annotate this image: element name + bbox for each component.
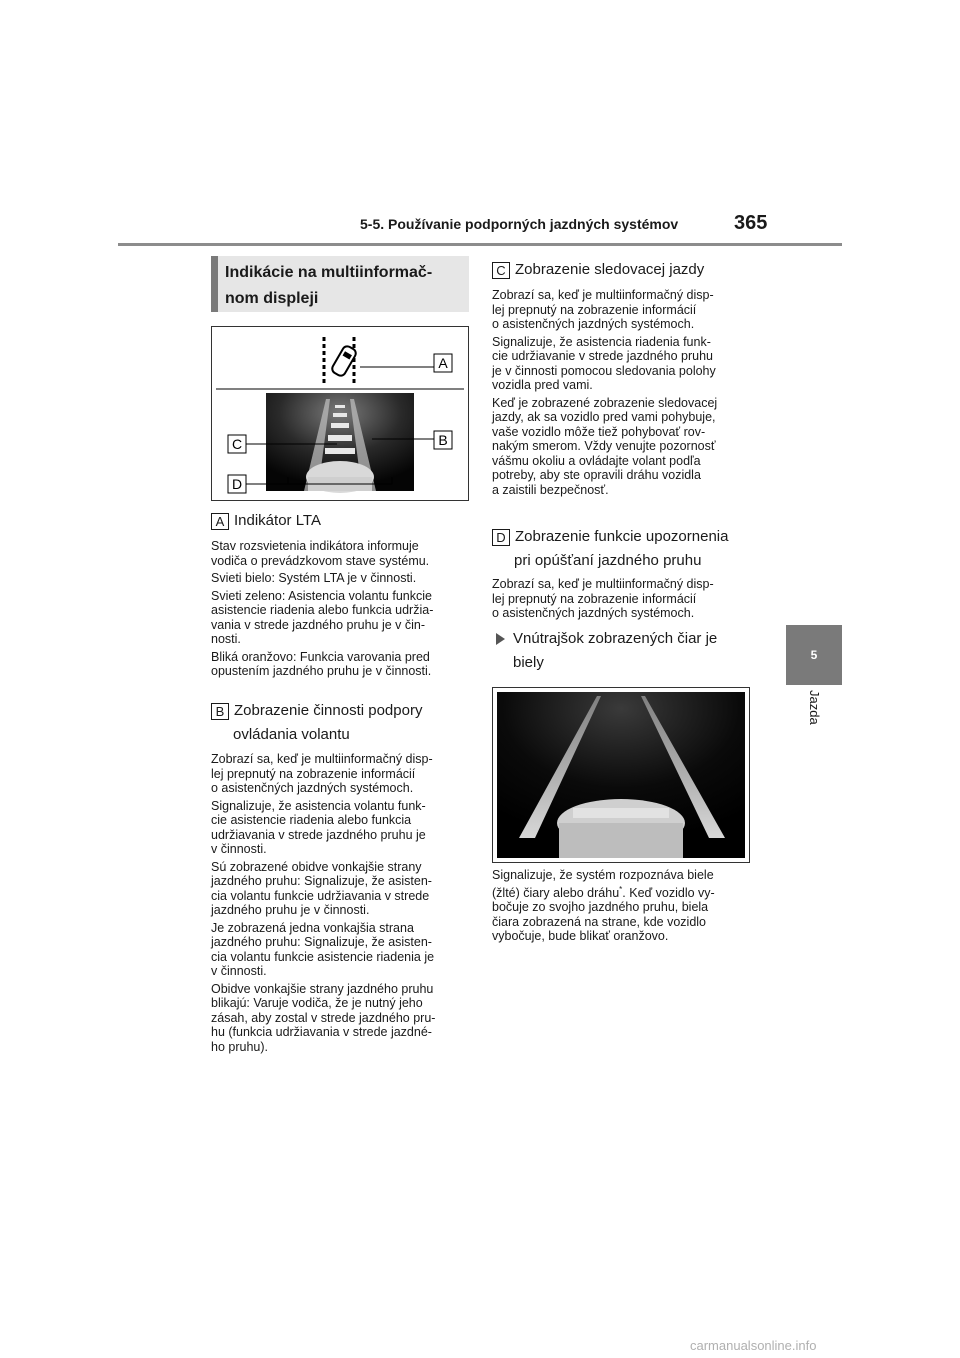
- text-line: potreby, aby ste opravili dráhu vozidla: [492, 468, 701, 482]
- item-badge: C: [492, 262, 510, 279]
- text-line: lej prepnutý na zobrazenie informácií: [492, 302, 697, 317]
- text-line: jazdy, ak sa vozidlo pred vami pohybuje,: [492, 410, 716, 424]
- item-a-body: [211, 539, 473, 679]
- text-line: udržiavania v strede jazdného pruhu je: [211, 827, 426, 842]
- text-line: nosti.: [211, 632, 241, 646]
- text-line: Sú zobrazené obidve vonkajšie strany: [211, 859, 422, 874]
- item-heading-text: pri opúšťaní jazdného pruhu: [514, 552, 702, 569]
- item-c-body: [492, 288, 754, 497]
- subsection-heading-text: Vnútrajšok zobrazených čiar je: [513, 630, 718, 647]
- text-line: je v činnosti pomocou sledovania polohy: [492, 363, 716, 378]
- text-line: Bliká oranžovo: Funkcia varovania pred: [211, 649, 430, 664]
- section-heading: [225, 260, 432, 312]
- text-line: Keď je zobrazené zobrazenie sledovacej: [492, 395, 718, 410]
- text-line: cia volantu funkcie asistencie riadenia je: [211, 949, 435, 964]
- display-illustration: [212, 327, 468, 500]
- text-line: Svieti bielo: Systém LTA je v činnosti.: [211, 571, 417, 585]
- text-line: vaše vozidlo môže tiež pohybovať rov-: [492, 424, 706, 439]
- callout-label-d: D: [231, 476, 243, 492]
- text-line: lej prepnutý na zobrazenie informácií: [211, 766, 416, 781]
- footnote-marker: *: [619, 884, 623, 894]
- text-line: Obidve vonkajšie strany jazdného pruhu: [211, 981, 434, 996]
- text-line: čiara zobrazená na strane, kde vozidlo: [492, 914, 707, 929]
- text-line: blikajú: Varuje vodiča, že je nutný jeho: [211, 996, 423, 1010]
- chapter-label-text: Jazda: [807, 690, 822, 725]
- text-line: v činnosti.: [211, 842, 267, 856]
- item-d-body: [492, 577, 754, 621]
- text-line: Zobrazí sa, keď je multiinformačný disp-: [211, 752, 433, 766]
- text-line: vania v strede jazdného pruhu je v čin-: [211, 617, 426, 632]
- text-fragment: . Keď vozidlo vy-: [622, 885, 715, 900]
- text-line: nakým smerom. Vždy venujte pozornosť: [492, 439, 716, 453]
- text-line: Signalizuje, že systém rozpoznáva biele: [492, 868, 714, 882]
- text-line: asistencie riadenia alebo funkcia udržia-: [211, 603, 434, 617]
- text-line: cie udržiavanie v strede jazdného pruhu: [492, 349, 713, 363]
- text-line: opustením jazdného pruhu je v činnosti.: [211, 664, 432, 678]
- text-line: Signalizuje, že asistencia volantu funk-: [211, 798, 426, 813]
- text-line: Signalizuje, že asistencia riadenia funk-: [492, 334, 711, 349]
- text-line: lej prepnutý na zobrazenie informácií: [492, 591, 697, 606]
- text-line: Zobrazí sa, keď je multiinformačný disp-: [492, 288, 714, 302]
- text-line: cie asistencie riadenia alebo funkcia: [211, 813, 412, 827]
- text-line: Je zobrazená jedna vonkajšia strana: [211, 920, 414, 935]
- text-line: jazdného pruhu je v činnosti.: [211, 903, 370, 917]
- arrow-icon: [496, 633, 505, 645]
- item-c-heading: [492, 258, 704, 282]
- item-heading-text: Zobrazenie sledovacej jazdy: [515, 261, 705, 278]
- chapter-label: [806, 690, 826, 750]
- text-line: o asistenčných jazdných systémoch.: [492, 606, 695, 620]
- text-line: zásah, aby zostal v strede jazdného pru-: [211, 1010, 436, 1025]
- text-line: cia volantu funkcie udržiavania v strede: [211, 888, 430, 903]
- figure-caption: [492, 868, 754, 944]
- item-badge: B: [211, 703, 229, 720]
- section-heading-line: Indikácie na multiinformač-: [225, 264, 433, 281]
- text-line: hu (funkcia udržiavania v strede jazdné-: [211, 1025, 432, 1039]
- display-figure: [211, 326, 469, 501]
- section-heading-bar: [211, 256, 218, 312]
- callout-label-c: C: [231, 436, 243, 452]
- lane-lines-illustration: [493, 688, 749, 862]
- item-heading-text: Zobrazenie činnosti podpory: [234, 702, 423, 719]
- text-line: bočuje zo svojho jazdného pruhu, biela: [492, 900, 709, 915]
- item-heading-text: ovládania volantu: [233, 726, 350, 743]
- text-line: v činnosti.: [211, 964, 267, 978]
- text-line: o asistenčných jazdných systémoch.: [492, 317, 695, 331]
- text-line: vodiča o prevádzkovom stave systému.: [211, 553, 430, 568]
- item-badge: A: [211, 513, 229, 530]
- subsection-heading: [496, 627, 717, 675]
- text-line: ho pruhu).: [211, 1039, 268, 1054]
- callout-label-b: B: [438, 432, 448, 448]
- text-line: jazdného pruhu: Signalizuje, že asisten-: [211, 935, 432, 949]
- item-heading-text: Indikátor LTA: [234, 512, 321, 529]
- text-line: vášmu okoliu a ovládajte volant podľa: [492, 453, 701, 468]
- chapter-number: 5: [810, 648, 818, 662]
- watermark: carmanualsonline.info: [690, 1338, 817, 1353]
- item-badge: D: [492, 529, 510, 546]
- section-title: 5-5. Používanie podporných jazdných systémov: [360, 216, 679, 232]
- text-line: a zaistili bezpečnosť.: [492, 482, 609, 497]
- text-line: jazdného pruhu: Signalizuje, že asisten-: [211, 874, 432, 888]
- text-line: Svieti zeleno: Asistencia volantu funkcie: [211, 588, 432, 603]
- item-a-heading: [211, 509, 321, 533]
- lane-lines-figure: [492, 687, 750, 863]
- text-line: Zobrazí sa, keď je multiinformačný disp-: [492, 577, 714, 591]
- subsection-heading-text: biely: [513, 654, 544, 671]
- text-line: Stav rozsvietenia indikátora informuje: [211, 539, 419, 553]
- text-line: vybočuje, bude blikať oranžovo.: [492, 929, 669, 944]
- text-line: [492, 883, 754, 901]
- item-b-heading: [211, 699, 422, 747]
- page-number: 365: [734, 212, 768, 234]
- text-line: vozidla pred vami.: [492, 378, 593, 392]
- item-b-body: [211, 752, 473, 1054]
- text-fragment: (žlté) čiary alebo dráhu: [492, 885, 620, 900]
- item-d-heading: [492, 525, 728, 573]
- section-heading-box: [211, 256, 469, 312]
- chapter-tab: [786, 625, 842, 685]
- section-heading-line: nom displeji: [225, 290, 319, 307]
- header-rule: [118, 243, 842, 246]
- item-heading-text: Zobrazenie funkcie upozornenia: [515, 528, 729, 545]
- text-line: o asistenčných jazdných systémoch.: [211, 781, 414, 795]
- callout-label-a: A: [438, 355, 448, 371]
- lta-indicator-icon: [324, 337, 358, 383]
